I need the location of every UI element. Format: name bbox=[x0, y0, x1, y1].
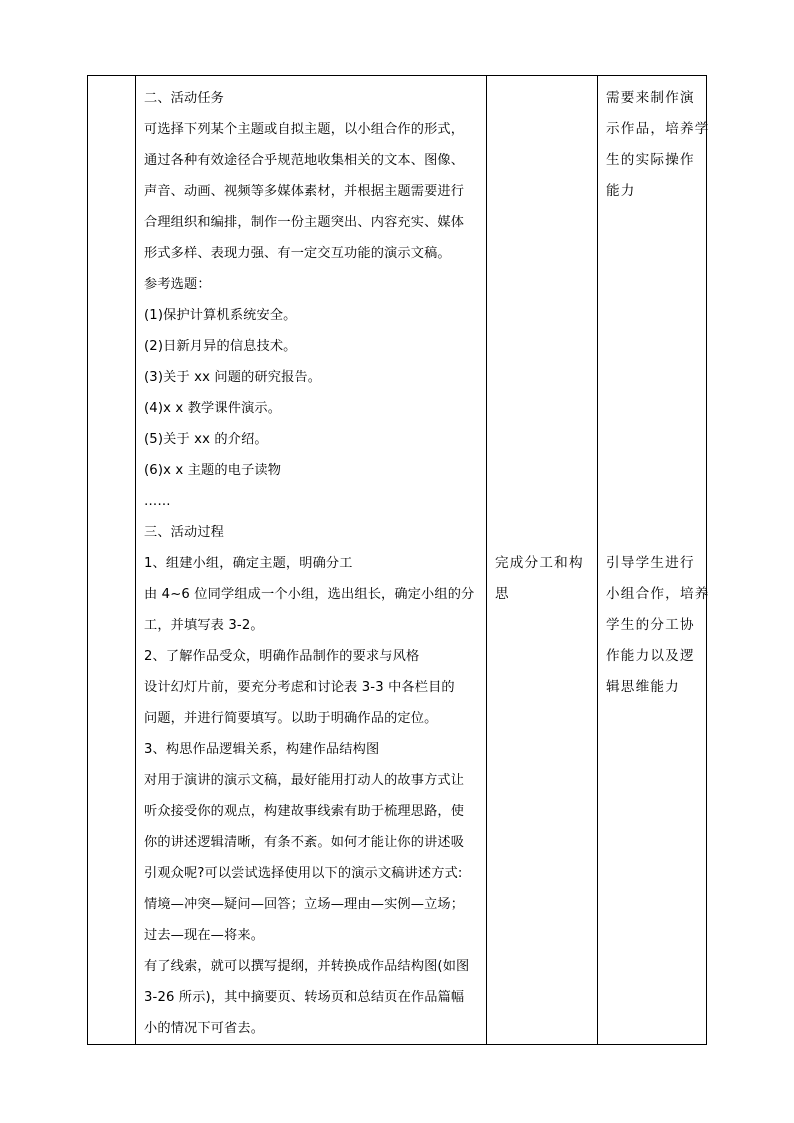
topic-item: (1)保护计算机系统安全。 bbox=[144, 308, 297, 323]
lesson-plan-table bbox=[87, 75, 710, 1045]
step-text-line: 设计幻灯片前，要充分考虑和讨论表 3-3 中各栏目的 bbox=[144, 680, 455, 695]
design-intent-line: 辑思维能力 bbox=[606, 679, 680, 695]
reference-topics-heading: 参考选题： bbox=[144, 277, 211, 292]
step-heading: 1、组建小组，确定主题，明确分工 bbox=[144, 556, 353, 571]
topic-item: (2)日新月异的信息技术。 bbox=[144, 339, 297, 354]
student-activity bbox=[487, 76, 597, 610]
design-intent bbox=[598, 76, 710, 703]
topic-item: (4)x x 教学课件演示。 bbox=[144, 401, 282, 416]
design-intent-cell bbox=[598, 76, 710, 1045]
step-text-line: 对用于演讲的演示文稿，最好能用打动人的故事方式让 bbox=[144, 773, 465, 788]
topic-item: (5)关于 xx 的介绍。 bbox=[144, 432, 268, 447]
main-content bbox=[136, 76, 486, 1044]
section-heading-activity-task: 二、活动任务 bbox=[144, 91, 225, 106]
student-activity-line: 思 bbox=[495, 586, 510, 602]
design-intent-line: 需要来制作演 bbox=[606, 90, 695, 106]
task-text-line: 形式多样、表现力强、有一定交互功能的演示文稿。 bbox=[144, 246, 451, 261]
table-row bbox=[88, 76, 707, 1045]
design-intent-line: 示作品，培养学 bbox=[606, 121, 710, 137]
section-heading-activity-process: 三、活动过程 bbox=[144, 525, 225, 540]
task-text-line: 通过各种有效途径合乎规范地收集相关的文本、图像、 bbox=[144, 153, 465, 168]
design-intent-line: 生的实际操作 bbox=[606, 152, 695, 168]
design-intent-line: 学生的分工协 bbox=[606, 617, 695, 633]
empty-left-cell bbox=[88, 76, 136, 1045]
design-intent-line: 作能力以及逻 bbox=[606, 648, 695, 664]
step-text-line: 听众接受你的观点，构建故事线索有助于梳理思路，使 bbox=[144, 804, 465, 819]
step-text-line: 小的情况下可省去。 bbox=[144, 1021, 265, 1036]
step-heading: 2、了解作品受众，明确作品制作的要求与风格 bbox=[144, 649, 420, 664]
step-text-line: 3-26 所示)，其中摘要页、转场页和总结页在作品篇幅 bbox=[144, 990, 465, 1005]
student-activity-cell bbox=[487, 76, 598, 1045]
ellipsis: …… bbox=[144, 494, 171, 509]
step-text-line: 由 4~6 位同学组成一个小组，选出组长，确定小组的分 bbox=[144, 587, 475, 602]
topic-item: (6)x x 主题的电子读物 bbox=[144, 463, 282, 478]
design-intent-line: 引导学生进行 bbox=[606, 555, 695, 571]
step-text-line: 情境—冲突—疑问—回答；立场—理由—实例—立场； bbox=[144, 897, 465, 912]
step-text-line: 过去—现在—将来。 bbox=[144, 928, 265, 943]
step-heading: 3、构思作品逻辑关系，构建作品结构图 bbox=[144, 742, 380, 757]
step-text-line: 问题，并进行简要填写。以助于明确作品的定位。 bbox=[144, 711, 438, 726]
main-content-cell bbox=[136, 76, 487, 1045]
student-activity-line: 完成分工和构 bbox=[495, 555, 584, 571]
step-text-line: 你的讲述逻辑清晰，有条不紊。如何才能让你的讲述吸 bbox=[144, 835, 465, 850]
design-intent-line: 能力 bbox=[606, 183, 636, 199]
design-intent-line: 小组合作，培养 bbox=[606, 586, 710, 602]
topic-item: (3)关于 xx 问题的研究报告。 bbox=[144, 370, 322, 385]
step-text-line: 有了线索，就可以撰写提纲，并转换成作品结构图(如图 bbox=[144, 959, 470, 974]
task-text-line: 合理组织和编排，制作一份主题突出、内容充实、媒体 bbox=[144, 215, 465, 230]
task-text-line: 可选择下列某个主题或自拟主题，以小组合作的形式， bbox=[144, 122, 465, 137]
task-text-line: 声音、动画、视频等多媒体素材，并根据主题需要进行 bbox=[144, 184, 465, 199]
step-text-line: 工，并填写表 3-2。 bbox=[144, 618, 264, 633]
step-text-line: 引观众呢?可以尝试选择使用以下的演示文稿讲述方式: bbox=[144, 866, 463, 881]
